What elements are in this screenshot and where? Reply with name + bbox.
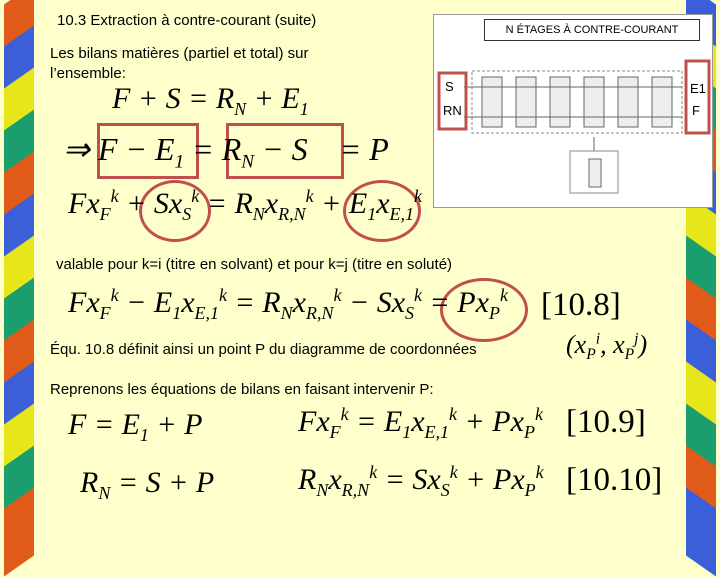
diagram-header: N ÉTAGES À CONTRE-COURANT bbox=[484, 19, 700, 41]
diagram-label-f: F bbox=[692, 103, 700, 118]
equation-total-balance: $F + S = R_N + E_1$ bbox=[112, 82, 309, 119]
slide-title: 10.3 Extraction à contre-courant (suite) bbox=[57, 12, 317, 29]
equ-10-8-text: Équ. 10.8 définit ainsi un point P du diagramme de coordonnées bbox=[50, 341, 477, 358]
equation-10-10: $R_Nx_{R,N}^k = Sx_S^k + Px_P^k$ bbox=[298, 462, 544, 500]
equation-10-9: $Fx_F^k = E_1x_{E,1}^k + Px_P^k$ bbox=[298, 404, 543, 442]
validity-text: valable pour k=i (titre en solvant) et pour k=j (titre en soluté) bbox=[56, 256, 453, 273]
intro-line-1: Les bilans matières (partiel et total) sur bbox=[50, 45, 309, 62]
point-p-coordinates: ($x_P^i$, $x_P^j$) bbox=[566, 330, 648, 364]
equation-10-8: $Fx_F^k - E_1x_{E,1}^k = R_Nx_{R,N}^k - Sx_S^k = Px_P^k$ bbox=[68, 285, 508, 323]
intro-line-2: l’ensemble: bbox=[50, 65, 126, 82]
equation-f-e1-p: $F = E_1 + P$ bbox=[68, 408, 203, 445]
equation-partial-balance: $Fx_F^k + Sx_S^k = R_Nx_{R,N}^k + E_1x_{E,1}^k$ bbox=[68, 186, 423, 224]
diagram-schematic bbox=[434, 15, 712, 207]
equation-number-10-8: [10.8] bbox=[541, 287, 621, 323]
equation-rn-s-p: $R_N = S + P$ bbox=[80, 466, 215, 503]
equation-number-10-9: [10.9] bbox=[566, 404, 646, 440]
counter-current-diagram bbox=[433, 14, 713, 208]
diagram-label-e1: E1 bbox=[690, 81, 706, 96]
reprenons-text: Reprenons les équations de bilans en faisant intervenir P: bbox=[50, 381, 434, 398]
diagram-label-s: S bbox=[445, 79, 454, 94]
diagram-label-rn: RN bbox=[443, 103, 462, 118]
equation-number-10-10: [10.10] bbox=[566, 462, 663, 498]
equation-difference-point: ⇒ $F - E_1 = R_N - S$ = P bbox=[63, 131, 389, 173]
